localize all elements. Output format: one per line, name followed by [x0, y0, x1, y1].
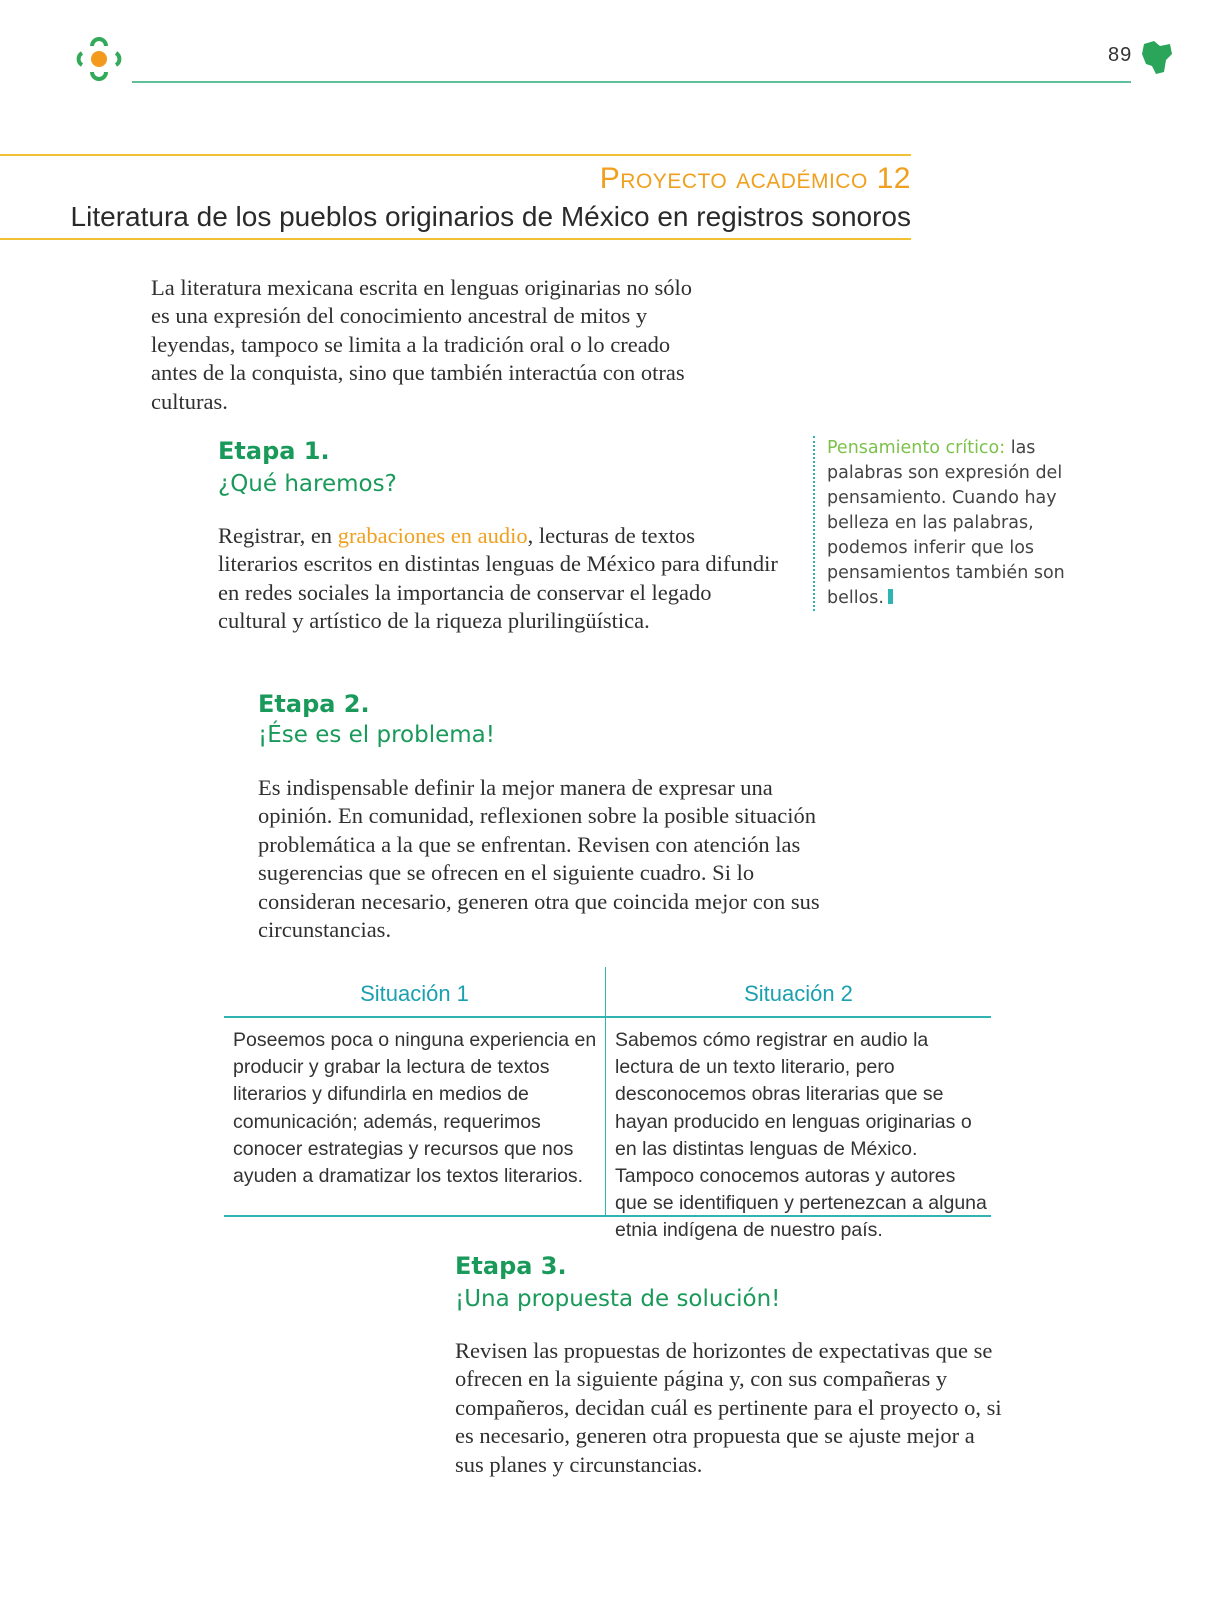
stage1-highlight: grabaciones en audio [337, 523, 528, 548]
table-header-situation-1: Situación 1 [360, 981, 469, 1006]
stage1-text-before: Registrar, en [218, 523, 338, 548]
stage3-paragraph: Revisen las propuestas de horizontes de expectativas que se ofrecen en la siguiente página y, con sus compañeras y compañeros, decidan cuál es pertinente para el proyecto o, si es necesario, generen otra propuesta que se ajuste mejor a sus planes y circunstancias. [455, 1338, 1002, 1477]
stage1-subheading: ¿Qué haremos? [218, 471, 397, 497]
table-cell-situation-2: Sabemos cómo registrar en audio la lectura de un texto literario, pero desconocemos obras literarias que se hayan producido en lenguas originarias o en las distintas lenguas de México. Tampoco conocemos autoras y autores que se identifiquen y pertenezcan a alguna etnia indígena de nuestro país. [615, 1029, 987, 1242]
title-rule-bottom [0, 238, 911, 240]
project-title: Literatura de los pueblos originarios de México en registros sonoros [70, 201, 911, 232]
stage2-subheading: ¡Ése es el problema! [258, 722, 495, 748]
title-rule-top [0, 154, 911, 156]
stage3-heading: Etapa 3. [455, 1252, 567, 1280]
table-header-rule [224, 1016, 991, 1018]
map-icon [1140, 38, 1174, 76]
stage1-text-after: , lecturas de textos literarios escritos en distintas lenguas de México para difundir en redes sociales la importancia de conservar el legado cultural y artístico de la riqueza plurilingüística. [218, 523, 778, 634]
logo-icon [72, 34, 126, 84]
end-mark [888, 589, 893, 604]
stage1-paragraph [218, 522, 778, 636]
intro-paragraph: La literatura mexicana escrita en lenguas originarias no sólo es una expresión del conocimiento ancestral de mitos y leyendas, tampoco se limita a la tradición oral o lo creado antes de la conquista, sino que también interactúa con otras culturas. [151, 275, 693, 414]
page-number: 89 [1108, 44, 1133, 66]
header-rule [132, 81, 1131, 83]
stage3-subheading: ¡Una propuesta de solución! [455, 1286, 781, 1312]
note-label: Pensamiento crítico: [827, 438, 1006, 458]
table-header-situation-2: Situación 2 [744, 981, 853, 1006]
stage2-paragraph: Es indispensable definir la mejor manera de expresar una opinión. En comunidad, reflexionen sobre la posible situación problemática a la que se enfrentan. Revisen con atención las sugerencias que se ofrecen en el siguiente cuadro. Si lo consideran necesario, generen otra que coincida mejor con sus circunstancias. [258, 775, 820, 943]
table-cell-situation-1: Poseemos poca o ninguna experiencia en producir y grabar la lectura de textos literarios y difundirla en medios de comunicación; además, requerimos conocer estrategias y recursos que nos ayuden a dramatizar los textos literarios. [233, 1029, 597, 1188]
note-text: las palabras son expresión del pensamiento. Cuando hay belleza en las palabras, podemos inferir que los pensamientos también son bellos. [827, 438, 1065, 608]
project-label: Proyecto académico 12 [599, 162, 911, 195]
stage2-heading: Etapa 2. [258, 690, 370, 718]
critical-thinking-note [813, 436, 1071, 611]
stage1-heading: Etapa 1. [218, 437, 330, 465]
